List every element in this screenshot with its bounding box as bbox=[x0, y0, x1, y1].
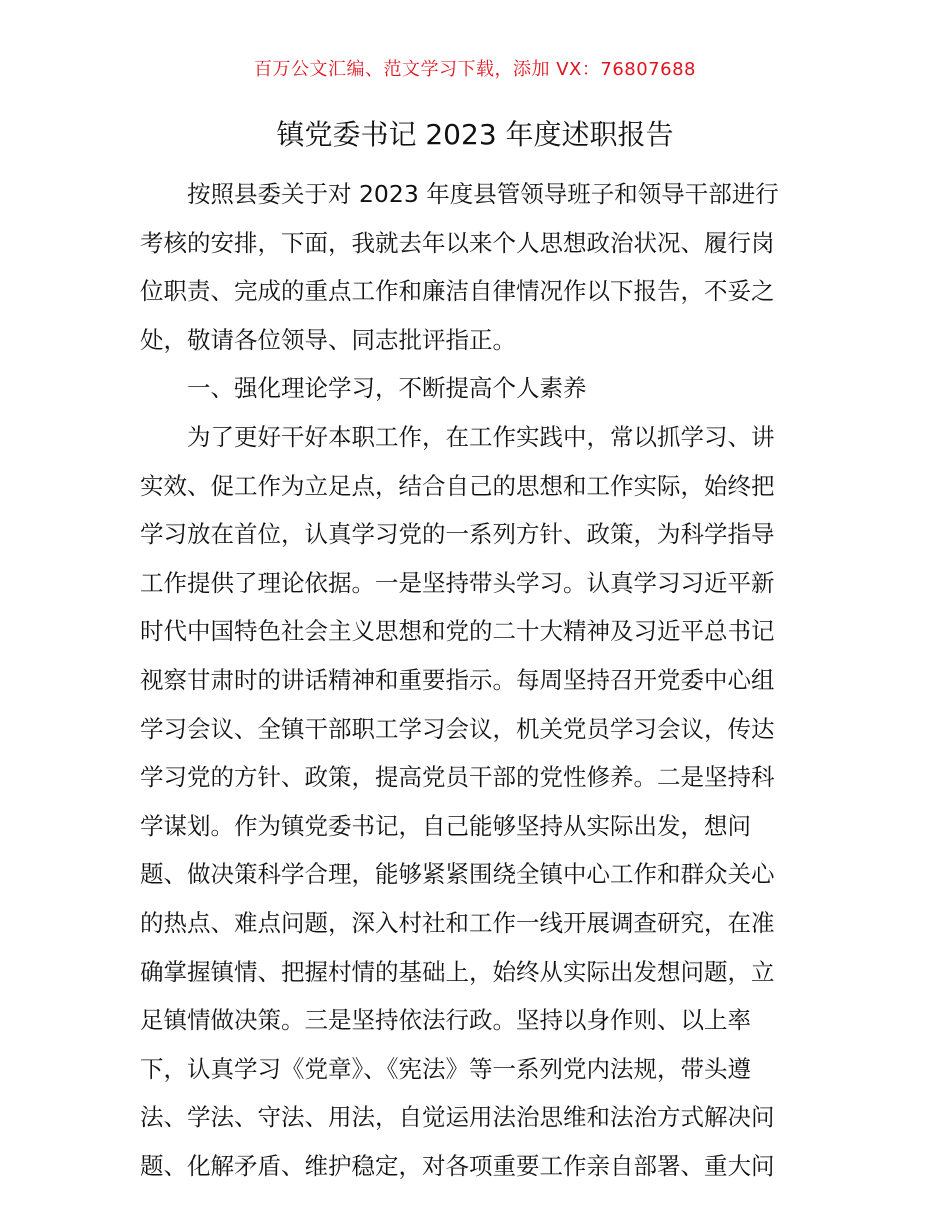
paragraph-line: 为了更好干好本职工作，在工作实践中，常以抓学习、讲 bbox=[187, 422, 775, 451]
paragraph-line: 实效、促工作为立足点，结合自己的思想和工作实际，始终把 bbox=[140, 471, 775, 500]
paragraph-line: 按照县委关于对 2023 年度县管领导班子和领导干部进行 bbox=[187, 180, 779, 208]
document-body bbox=[140, 170, 812, 1190]
paragraph-line: 法、学法、守法、用法，自觉运用法治思维和法治方式解决问 bbox=[140, 1103, 775, 1132]
section-heading: 一、强化理论学习，不断提高个人素养 bbox=[187, 374, 587, 403]
paragraph-line: 确掌握镇情、把握村情的基础上，始终从实际出发想问题，立 bbox=[140, 957, 775, 986]
paragraph-line: 题、化解矛盾、维护稳定，对各项重要工作亲自部署、重大问 bbox=[140, 1151, 775, 1180]
paragraph-line: 时代中国特色社会主义思想和党的二十大精神及习近平总书记 bbox=[140, 617, 775, 646]
paragraph-line: 视察甘肃时的讲话精神和重要指示。每周坚持召开党委中心组 bbox=[140, 665, 775, 694]
watermark-header: 百万公文汇编、范文学习下载，添加 VX：76807688 bbox=[254, 59, 696, 80]
paragraph-line: 的热点、难点问题，深入村社和工作一线开展调查研究，在准 bbox=[140, 908, 775, 937]
paragraph-line: 处，敬请各位领导、同志批评指正。 bbox=[140, 325, 516, 354]
paragraph-line: 学习放在首位，认真学习党的一系列方针、政策，为科学指导 bbox=[140, 520, 775, 549]
paragraph-line: 考核的安排，下面，我就去年以来个人思想政治状况、履行岗 bbox=[140, 228, 775, 257]
paragraph-line: 学谋划。作为镇党委书记，自己能够坚持从实际出发，想问 bbox=[140, 811, 751, 840]
paragraph-line: 学习会议、全镇干部职工学习会议，机关党员学习会议，传达 bbox=[140, 714, 775, 743]
paragraph-line: 位职责、完成的重点工作和廉洁自律情况作以下报告，不妥之 bbox=[140, 277, 775, 306]
paragraph-line: 工作提供了理论依据。一是坚持带头学习。认真学习习近平新 bbox=[140, 568, 775, 597]
paragraph-line: 下，认真学习《党章》、《宪法》等一系列党内法规，带头遵 bbox=[140, 1054, 751, 1083]
paragraph-line: 题、做决策科学合理，能够紧紧围绕全镇中心工作和群众关心 bbox=[140, 860, 775, 889]
paragraph-line: 足镇情做决策。三是坚持依法行政。坚持以身作则、以上率 bbox=[140, 1006, 751, 1035]
document-title: 镇党委书记 2023 年度述职报告 bbox=[276, 118, 674, 151]
paragraph-line: 学习党的方针、政策，提高党员干部的党性修养。二是坚持科 bbox=[140, 763, 775, 792]
